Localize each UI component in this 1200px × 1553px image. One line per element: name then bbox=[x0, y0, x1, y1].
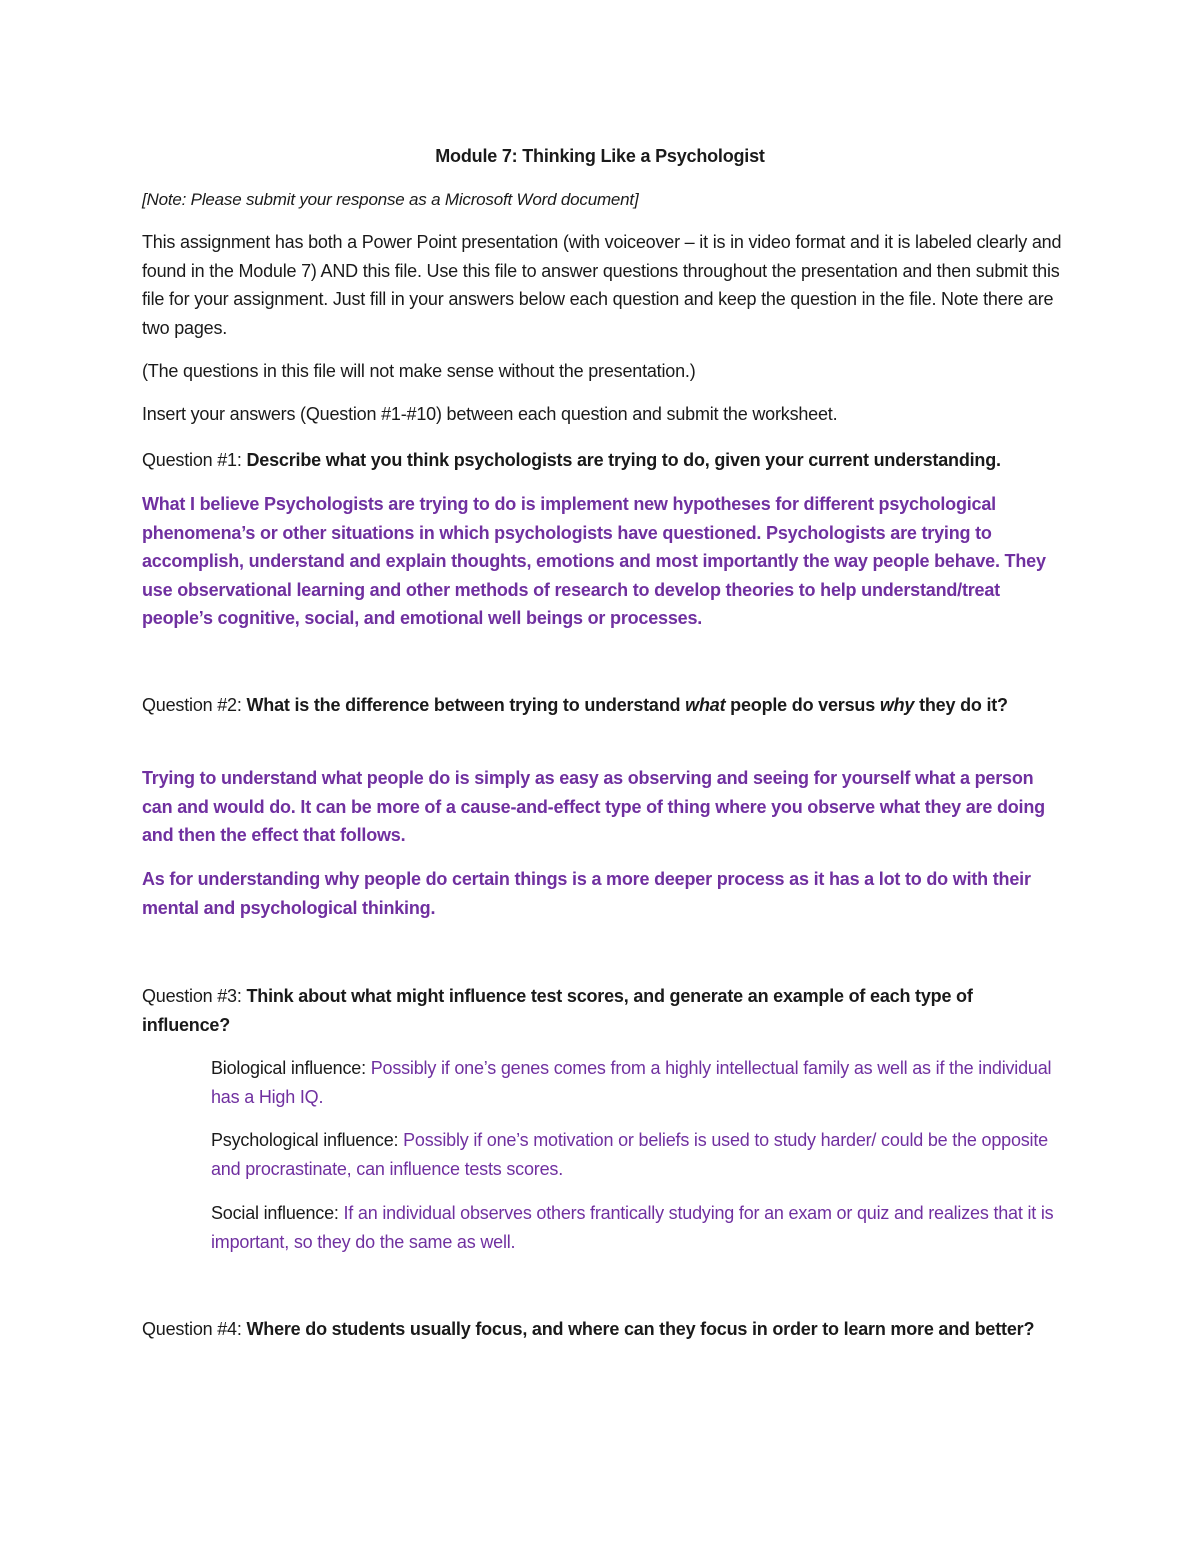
question-2-text-a: What is the difference between trying to understand bbox=[246, 695, 681, 715]
instruction-paragraph: Insert your answers (Question #1-#10) between each question and submit the worksheet. bbox=[142, 404, 838, 424]
biological-influence-label: Biological influence: bbox=[211, 1058, 366, 1078]
answer-2-part-1: Trying to understand what people do is simply as easy as observing and seeing for yourself what a person can and would do. It can be more of a cause-and-effect type of thing where you observe what they are doing and then the effect that follows. bbox=[142, 768, 1045, 845]
question-2-emphasis-what: what bbox=[685, 695, 726, 715]
question-2-text-c: they do it? bbox=[919, 695, 1008, 715]
disclaimer-paragraph: (The questions in this file will not make sense without the presentation.) bbox=[142, 361, 696, 381]
question-3-label: Question #3: bbox=[142, 986, 242, 1006]
question-4-text: Where do students usually focus, and where can they focus in order to learn more and better? bbox=[246, 1319, 1035, 1339]
answer-2-part-2: As for understanding why people do certain things is a more deeper process as it has a lot to do with their mental and psychological thinking. bbox=[142, 869, 1031, 918]
answer-1: What I believe Psychologists are trying to do is implement new hypotheses for different psychological phenomena’s or other situations in which psychologists have questioned. Psychologists are trying to accomplish, understand and explain thoughts, emotions and most importantly the way people behave. They use observational learning and other methods of research to develop theories to help understand/treat people’s cognitive, social, and emotional well beings or processes. bbox=[142, 494, 1046, 628]
question-4 bbox=[142, 1315, 1062, 1344]
question-1-label: Question #1: bbox=[142, 450, 242, 470]
intro-paragraph: This assignment has both a Power Point presentation (with voiceover – it is in video format and it is labeled clearly and found in the Module 7) AND this file. Use this file to answer questions throughout the presentation and then submit this file for your assignment. Just fill in your answers below each question and keep the question in the file. Note there are two pages. bbox=[142, 232, 1062, 338]
social-influence-answer: If an individual observes others frantically studying for an exam or quiz and realizes that it is important, so they do the same as well. bbox=[211, 1203, 1054, 1252]
biological-influence bbox=[211, 1054, 1061, 1111]
psychological-influence-label: Psychological influence: bbox=[211, 1130, 399, 1150]
submission-note: [Note: Please submit your response as a Microsoft Word document] bbox=[142, 190, 639, 209]
question-2-emphasis-why: why bbox=[879, 695, 915, 715]
question-1 bbox=[142, 446, 1062, 475]
question-4-label: Question #4: bbox=[142, 1319, 242, 1339]
social-influence-label: Social influence: bbox=[211, 1203, 339, 1223]
social-influence bbox=[211, 1199, 1061, 1256]
question-2-text-b: people do versus bbox=[730, 695, 876, 715]
question-2 bbox=[142, 691, 1062, 720]
biological-influence-answer: Possibly if one’s genes comes from a highly intellectual family as well as if the individual has a High IQ. bbox=[211, 1058, 1052, 1107]
psychological-influence-answer: Possibly if one’s motivation or beliefs is used to study harder/ could be the opposite and procrastinate, can influence tests scores. bbox=[211, 1130, 1048, 1179]
question-3 bbox=[142, 982, 1062, 1039]
question-1-text: Describe what you think psychologists are trying to do, given your current understanding. bbox=[246, 450, 1001, 470]
psychological-influence bbox=[211, 1126, 1061, 1183]
question-2-label: Question #2: bbox=[142, 695, 242, 715]
question-3-text: Think about what might influence test scores, and generate an example of each type of influence? bbox=[142, 986, 973, 1035]
document-title: Module 7: Thinking Like a Psychologist bbox=[435, 146, 765, 166]
